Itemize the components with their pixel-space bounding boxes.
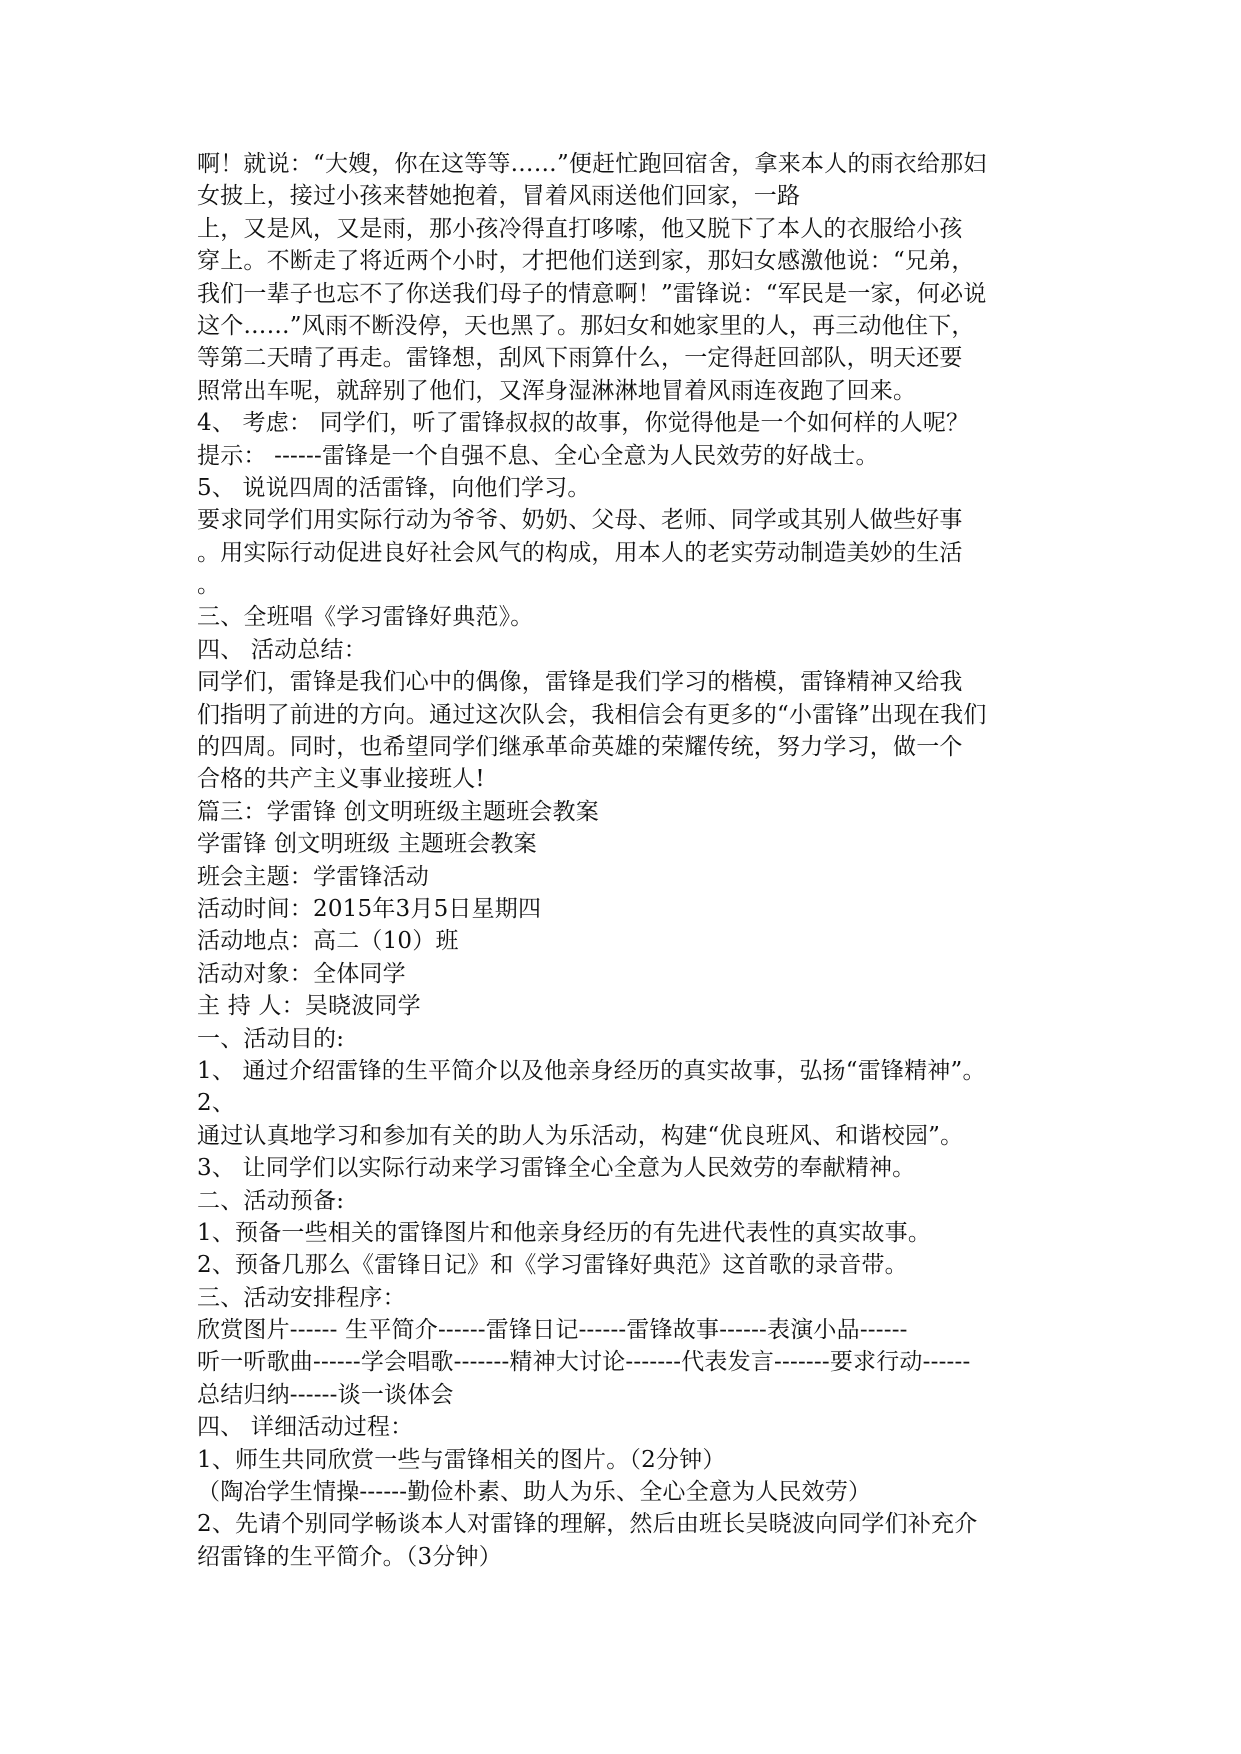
text-line: 1、师生共同欣赏一些与雷锋相关的图片。（2分钟） [197,1446,726,1473]
text-line: （陶冶学生情操------勤俭朴素、助人为乐、全心全意为人民效劳） [197,1479,872,1506]
text-line: 要求同学们用实际行动为爷爷、奶奶、父母、老师、同学或其别人做些好事 [197,507,963,534]
text-line: 听一听歌曲------学会唱歌-------精神大讨论-------代表发言-------要求行动------ [197,1349,971,1376]
text-line: 欣赏图片------ 生平简介------雷锋日记------雷锋故事------表演小品------ [197,1317,908,1344]
section-heading: 三、全班唱《学习雷锋好典范》。 [197,604,534,631]
section-heading: 一、活动目的: [197,1025,345,1052]
text-line: 通过认真地学习和参加有关的助人为乐活动，构建“优良班风、和谐校园”。 [197,1122,964,1149]
text-line: 等第二天晴了再走。雷锋想，刮风下雨算什么，一定得赶回部队，明天还要 [197,345,963,372]
meta-theme: 班会主题：学雷锋活动 [197,863,429,890]
text-line: 2、 [197,1090,236,1117]
meta-audience: 活动对象：全体同学 [197,960,406,987]
section-heading: 四、 活动总结： [197,636,367,663]
article-title: 篇三：学雷锋 创文明班级主题班会教案 [197,798,599,825]
section-heading: 二、活动预备: [197,1187,345,1214]
text-line: 。 [197,572,221,599]
text-line: 同学们，雷锋是我们心中的偶像，雷锋是我们学习的楷模，雷锋精神又给我 [197,669,963,696]
section-heading: 四、 详细活动过程： [197,1414,414,1441]
text-line: 。用实际行动促进良好社会风气的构成，用本人的老实劳动制造美妙的生活 [197,539,963,566]
text-line: 啊！就说：“大嫂，你在这等等……”便赶忙跑回宿舍，拿来本人的雨衣给那妇 [197,151,987,177]
meta-time: 活动时间：2015年3月5日星期四 [197,895,542,922]
text-line: 这个……”风雨不断没停，天也黑了。那妇女和她家里的人，再三动他住下， [197,312,975,339]
text-line: 5、 说说四周的活雷锋，向他们学习。 [197,474,591,501]
text-line: 们指明了前进的方向。通过这次队会，我相信会有更多的“小雷锋”出现在我们 [197,701,987,728]
text-line: 穿上。不断走了将近两个小时，才把他们送到家，那妇女感激他说：“兄弟， [197,248,975,275]
text-line: 提示： ------雷锋是一个自强不息、全心全意为人民效劳的好战士。 [197,442,879,469]
text-line: 4、 考虑： 同学们，听了雷锋叔叔的故事，你觉得他是一个如何样的人呢？ [197,410,970,437]
text-line: 女披上，接过小孩来替她抱着，冒着风雨送他们回家，一路 [197,183,801,210]
text-line: 1、预备一些相关的雷锋图片和他亲身经历的有先进代表性的真实故事。 [197,1219,932,1246]
text-line: 我们一辈子也忘不了你送我们母子的情意啊！”雷锋说：“军民是一家，何必说 [197,280,987,307]
text-line: 总结归纳------谈一谈体会 [197,1381,454,1408]
text-line: 3、 让同学们以实际行动来学习雷锋全心全意为人民效劳的奉献精神。 [197,1155,916,1182]
text-line: 上，又是风，又是雨，那小孩冷得直打哆嗦，他又脱下了本人的衣服给小孩 [197,215,963,242]
text-line: 合格的共产主义事业接班人! [197,766,485,793]
text-line: 2、先请个别同学畅谈本人对雷锋的理解，然后由班长吴晓波向同学们补充介 [197,1511,978,1538]
text-line: 2、预备几那么《雷锋日记》和《学习雷锋好典范》这首歌的录音带。 [197,1252,908,1279]
meta-location: 活动地点：高二（10）班 [197,928,459,955]
text-line: 的四周。同时，也希望同学们继承革命英雄的荣耀传统，努力学习，做一个 [197,734,963,761]
text-line: 照常出车呢，就辞别了他们，又浑身湿淋淋地冒着风雨连夜跑了回来。 [197,377,917,404]
section-heading: 三、活动安排程序： [197,1284,406,1311]
text-line: 1、 通过介绍雷锋的生平简介以及他亲身经历的真实故事，弘扬“雷锋精神”。 [197,1057,986,1084]
text-line: 绍雷锋的生平简介。（3分钟） [197,1543,502,1570]
document-body [197,148,1057,1573]
article-subtitle: 学雷锋 创文明班级 主题班会教案 [197,831,537,858]
meta-host: 主 持 人：吴晓波同学 [197,993,421,1020]
